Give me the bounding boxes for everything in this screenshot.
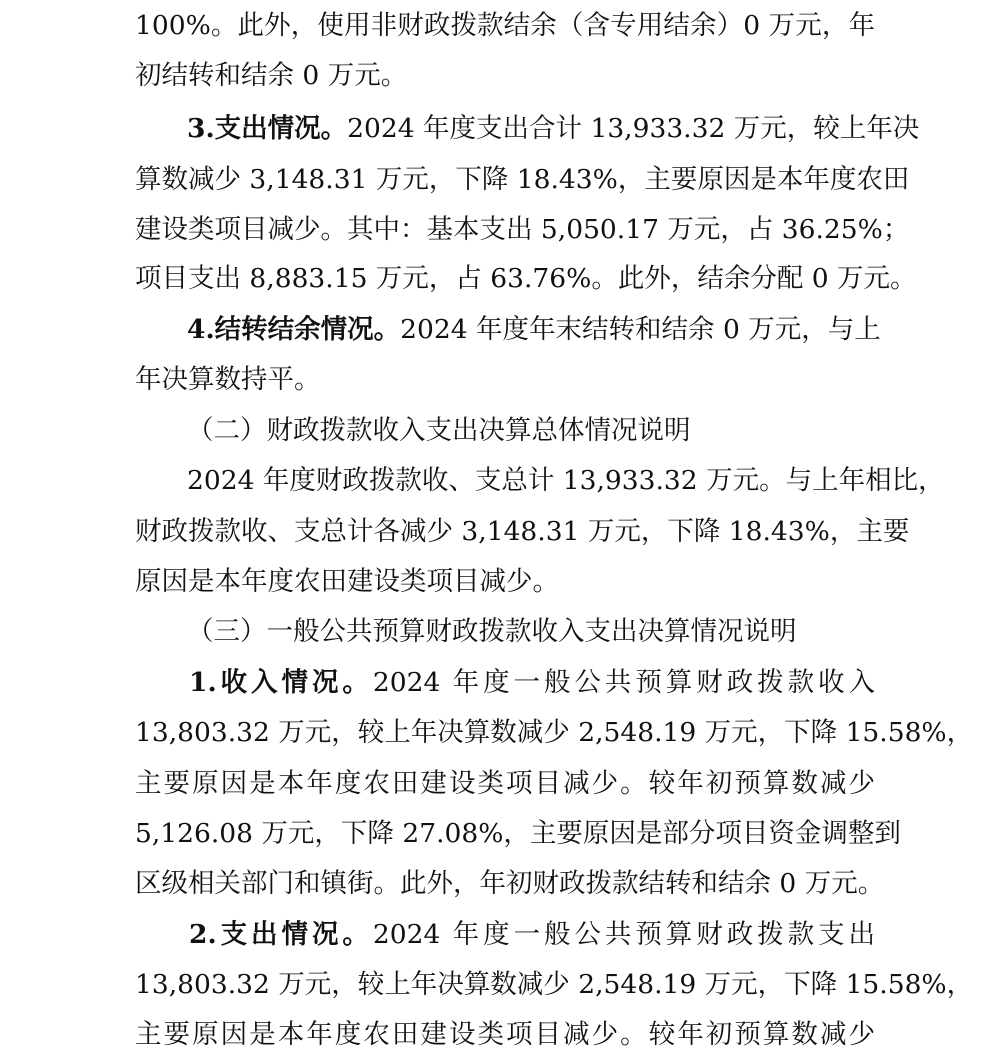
text-line [135,867,885,901]
line-text: 2024 年度支出合计 13,933.32 万元，较上年决 [347,113,920,144]
text-line [135,817,901,851]
section-line [189,918,875,952]
line-text: 13,803.32 万元，较上年决算数减少 2,548.19 万元，下降 15.58%， [135,717,974,748]
text-line [135,716,974,750]
section-heading: 3.支出情况。 [187,113,348,144]
text-line [135,515,910,549]
text-line [135,262,917,296]
subsection-heading [187,615,875,649]
subsection-heading [187,414,875,448]
line-text: 13,803.32 万元，较上年决算数减少 2,548.19 万元，下降 15.58%， [135,969,974,1000]
line-text: 主要原因是本年度农田建设类项目减少。较年初预算数减少 [135,768,875,799]
line-text: 建设类项目减少。其中：基本支出 5,050.17 万元，占 36.25%； [135,214,910,245]
text-line [135,163,910,197]
line-text: （三）一般公共预算财政拨款收入支出决算情况说明 [187,616,797,647]
line-text: 2024 年度一般公共预算财政拨款收入 [372,667,875,698]
text-line [135,363,875,397]
text-line [135,968,974,1002]
line-text: 2024 年度财政拨款收、支总计 13,933.32 万元。与上年相比， [187,465,945,496]
section-line [187,112,920,146]
section-line [187,313,881,347]
text-line [135,565,875,599]
text-line [187,464,945,498]
line-text: 区级相关部门和镇街。此外，年初财政拨款结转和结余 0 万元。 [135,868,885,899]
line-text: 2024 年度一般公共预算财政拨款支出 [372,919,875,950]
line-text: 财政拨款收、支总计各减少 3,148.31 万元，下降 18.43%，主要 [135,516,910,547]
text-line [135,767,875,801]
text-line [135,59,875,93]
line-text: 项目支出 8,883.15 万元，占 63.76%。此外，结余分配 0 万元。 [135,263,917,294]
line-text: 年决算数持平。 [135,364,321,395]
text-line [135,213,910,247]
line-text: 原因是本年度农田建设类项目减少。 [135,566,559,597]
line-text: 2024 年度年末结转和结余 0 万元，与上 [400,314,881,345]
text-line [135,9,875,43]
text-line [135,1018,875,1052]
section-heading: 2.支出情况。 [189,919,373,950]
section-heading: 4.结转结余情况。 [187,314,401,345]
line-text: 主要原因是本年度农田建设类项目减少。较年初预算数减少 [135,1019,875,1050]
section-line [189,666,875,700]
section-heading: 1.收入情况。 [189,667,373,698]
line-text: 初结转和结余 0 万元。 [135,60,408,91]
line-text: 算数减少 3,148.31 万元，下降 18.43%，主要原因是本年度农田 [135,164,910,195]
line-text: 5,126.08 万元，下降 27.08%，主要原因是部分项目资金调整到 [135,818,901,849]
line-text: 100%。此外，使用非财政拨款结余（含专用结余）0 万元，年 [135,10,875,41]
line-text: （二）财政拨款收入支出决算总体情况说明 [187,415,691,446]
